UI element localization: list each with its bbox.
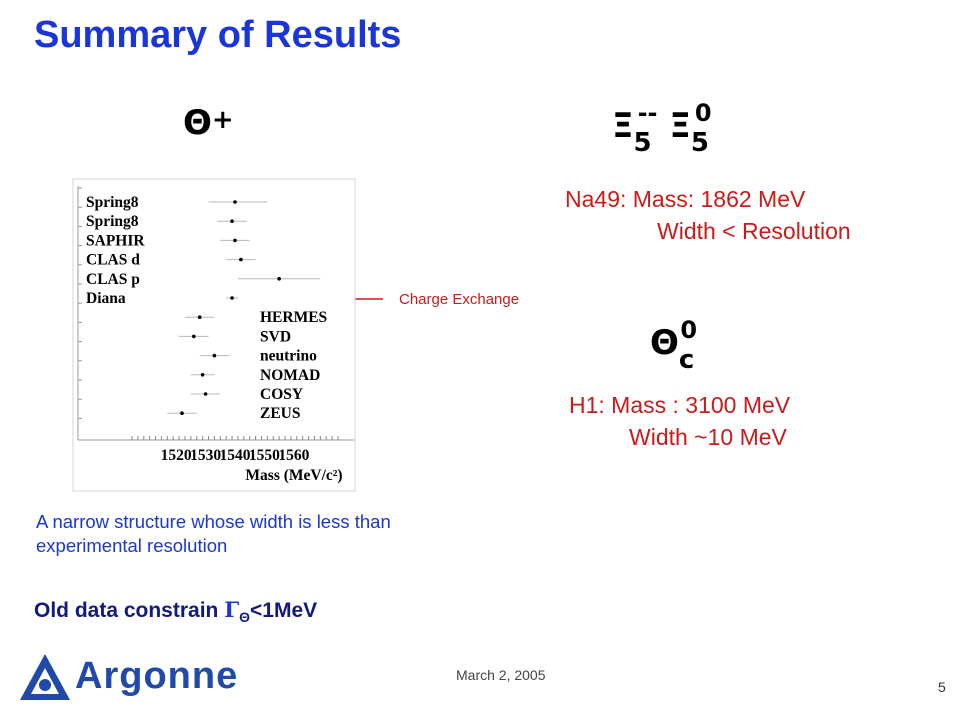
xi-width-line: Width < Resolution <box>657 218 851 244</box>
theta-c-sup: 0 <box>680 316 698 344</box>
experiment-label: HERMES <box>260 309 328 327</box>
theta-c-symbol: Θ <box>650 323 679 363</box>
slide-date: March 2, 2005 <box>456 667 546 683</box>
experiment-label: SAPHIR <box>86 232 145 250</box>
data-point <box>277 277 281 281</box>
data-point <box>233 200 237 204</box>
page-number: 5 <box>938 679 946 695</box>
old-data-constraint <box>34 597 317 623</box>
constraint-prefix: Old data constrain <box>34 599 225 622</box>
data-point <box>213 354 217 358</box>
xi-sup-1: -- <box>637 99 658 127</box>
xi-sup-2: 0 <box>694 99 712 127</box>
experiment-label: CLAS d <box>86 251 140 269</box>
argonne-logo-icon <box>16 650 74 704</box>
gamma-subscript: Θ <box>239 609 251 625</box>
argonne-logo-text: Argonne <box>75 655 239 697</box>
experiment-label: COSY <box>260 386 304 403</box>
theta-c-mass-line: H1: Mass : 3100 MeV <box>569 392 791 418</box>
data-point <box>230 296 234 300</box>
theta-c-sub: c <box>678 345 695 375</box>
logo-dot <box>39 679 51 691</box>
data-point <box>192 335 196 339</box>
data-point <box>239 258 243 262</box>
charge-exchange-label: Charge Exchange <box>399 291 520 308</box>
data-point <box>198 315 202 319</box>
experiment-label: neutrino <box>260 347 317 365</box>
experiment-label: ZEUS <box>260 405 301 423</box>
constraint-suffix: <1MeV <box>250 599 318 622</box>
mass-plot <box>72 178 362 496</box>
slide-title: Summary of Results <box>34 14 402 56</box>
xi-sub-2: 5 <box>690 128 709 158</box>
data-point <box>201 373 205 377</box>
experiment-label: Spring8 <box>86 194 139 211</box>
experiment-label: CLAS p <box>86 270 140 288</box>
data-point <box>233 239 237 243</box>
gamma-symbol: Γ <box>224 597 240 622</box>
x-tick-label: 1520 <box>160 447 192 464</box>
xi-mass-line: Na49: Mass: 1862 MeV <box>565 186 806 212</box>
theta-c-width-line: Width ~10 MeV <box>629 424 787 450</box>
theta-charge: + <box>211 105 234 135</box>
experiment-label: NOMAD <box>260 366 321 384</box>
x-axis-label: Mass (MeV/c²) <box>245 467 343 484</box>
narrow-structure-note: A narrow structure whose width is less than experimental resolution <box>36 511 391 556</box>
xi-symbol-2: Ξ <box>669 106 691 146</box>
data-point <box>204 392 208 396</box>
x-tick-label: 1550 <box>248 447 280 464</box>
experiment-label: SVD <box>260 328 292 346</box>
experiment-label: Spring8 <box>86 213 139 231</box>
xi-symbol-1: Ξ <box>612 106 634 146</box>
experiment-label: Diana <box>86 290 126 307</box>
theta-symbol: Θ <box>183 103 212 143</box>
data-point <box>230 219 234 223</box>
x-tick-label: 1530 <box>190 447 222 464</box>
data-point <box>180 411 184 415</box>
xi-sub-1: 5 <box>633 128 652 158</box>
x-tick-label: 1540 <box>219 447 251 464</box>
x-tick-label: 1560 <box>278 447 310 464</box>
